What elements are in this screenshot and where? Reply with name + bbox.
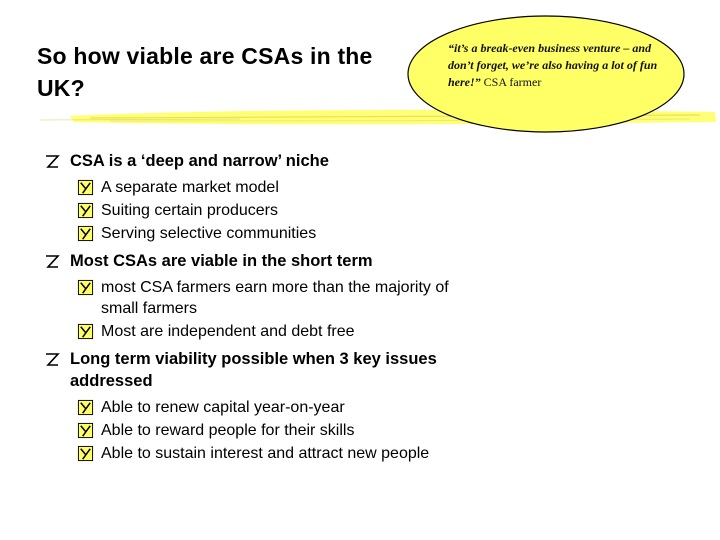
bullet-y-checkbox-icon: [77, 323, 94, 340]
bullet-list: [43, 150, 463, 470]
bullet-y-checkbox-icon: [77, 422, 94, 439]
bullet-y-checkbox-icon: [77, 445, 94, 462]
quote-attribution: CSA farmer: [483, 75, 542, 89]
bullet-group: [43, 150, 463, 244]
bullet-y-checkbox-icon: [77, 179, 94, 196]
subbullet-list: [43, 397, 463, 464]
subbullet-item: Able to renew capital year-on-year: [77, 397, 463, 418]
bullet-group: [43, 250, 463, 342]
subbullet-item: most CSA farmers earn more than the majority of small farmers: [77, 277, 463, 319]
quote-callout-text: [448, 40, 678, 91]
subbullet-item: A separate market model: [77, 177, 463, 198]
bullet-z-icon: [43, 350, 61, 368]
subbullet-item: Most are independent and debt free: [77, 321, 463, 342]
quote-text: “it’s a break-even business venture – and don’t forget, we’re also having a lot of fun here!”: [448, 41, 658, 89]
bullet-item: Long term viability possible when 3 key issues addressed: [43, 348, 463, 392]
subbullet-list: [43, 177, 463, 244]
bullet-z-icon: [43, 152, 61, 170]
bullet-y-checkbox-icon: [77, 225, 94, 242]
bullet-item: CSA is a ‘deep and narrow’ niche: [43, 150, 463, 172]
slide-title: So how viable are CSAs in the UK?: [37, 43, 373, 101]
subbullet-list: [43, 277, 463, 342]
bullet-group: [43, 348, 463, 464]
subbullet-item: Suiting certain producers: [77, 200, 463, 221]
subbullet-item: Serving selective communities: [77, 223, 463, 244]
subbullet-item: Able to reward people for their skills: [77, 420, 463, 441]
bullet-item: Most CSAs are viable in the short term: [43, 250, 463, 272]
bullet-z-icon: [43, 252, 61, 270]
bullet-y-checkbox-icon: [77, 279, 94, 296]
bullet-y-checkbox-icon: [77, 202, 94, 219]
subbullet-item: Able to sustain interest and attract new people: [77, 443, 463, 464]
bullet-y-checkbox-icon: [77, 399, 94, 416]
